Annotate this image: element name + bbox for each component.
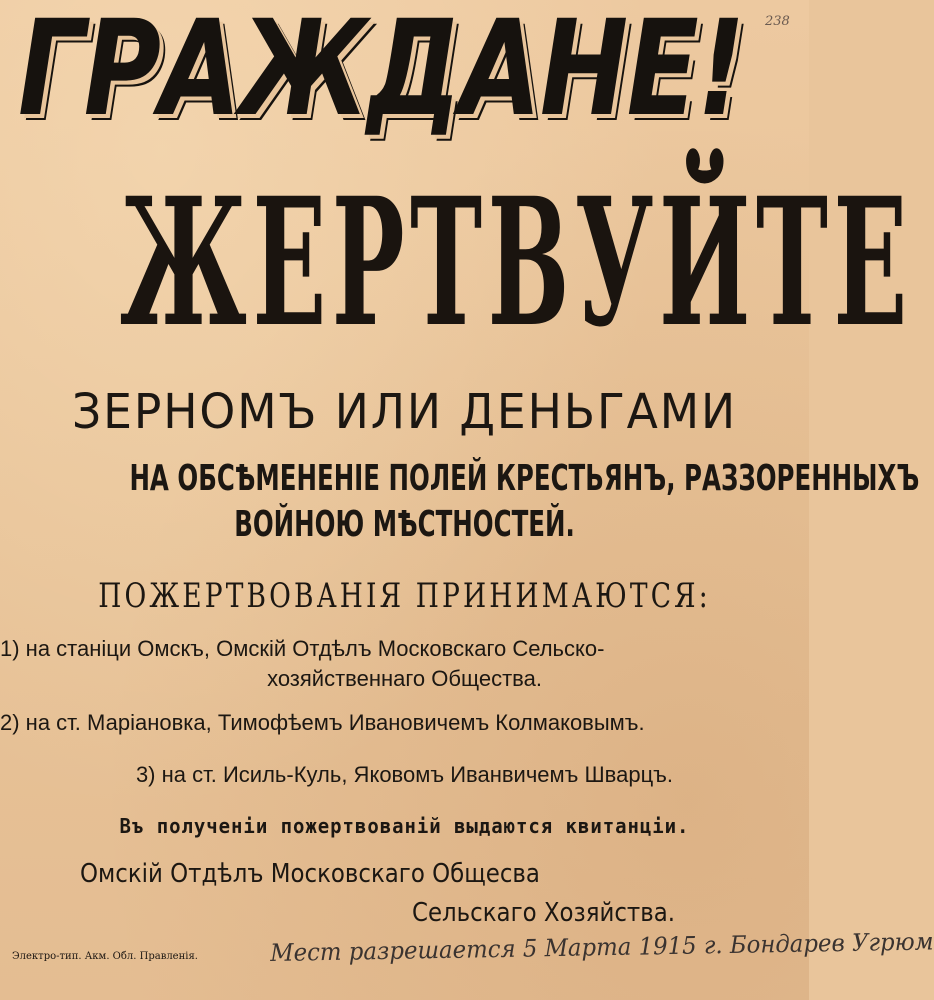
location-item-1: 1) на станіци Омскъ, Омскій Отдѣлъ Московскаго Сельско- [0,636,605,661]
signature-line-1: Омскій Отдѣлъ Московскаго Общесва [80,859,540,889]
purpose-line-1: НА ОБСѢМЕНЕНІЕ ПОЛЕЙ КРЕСТЬЯНЪ, РАЗЗОРЕННЫХЪ [129,458,920,499]
signature-line-2: Сельскаго Хозяйства. [412,898,676,928]
archive-number: 238 [765,14,790,29]
donation-type-subtitle: ЗЕРНОМЪ ИЛИ ДЕНЬГАМИ [72,384,737,440]
printer-imprint: Электро-тип. Акм. Обл. Правленія. [12,951,198,962]
handwritten-permission-note: Мест разрешается 5 Марта 1915 г. Бондарев Угрюм [270,927,934,967]
purpose-line-2: ВОЙНОЮ МѢСТНОСТЕЙ. [234,504,575,545]
location-item-1-continued: хозяйственнаго Общества. [267,666,542,691]
location-item-3: 3) на ст. Исиль-Куль, Яковомъ Иванвичемъ Шварцъ. [135,762,674,787]
main-appeal-word: ЖЕРТВУЙТЕ [120,159,913,366]
location-item-2: 2) на ст. Маріановка, Тимофѣемъ Ивановичемъ Колмаковымъ. [0,710,645,735]
receipt-note: Въ полученіи пожертвованій выдаются квитанціи. [119,814,690,838]
headline: ГРАЖДАНЕ! [18,0,744,146]
accepted-heading: ПОЖЕРТВОВАНІЯ ПРИНИМАЮТСЯ: [98,576,711,616]
